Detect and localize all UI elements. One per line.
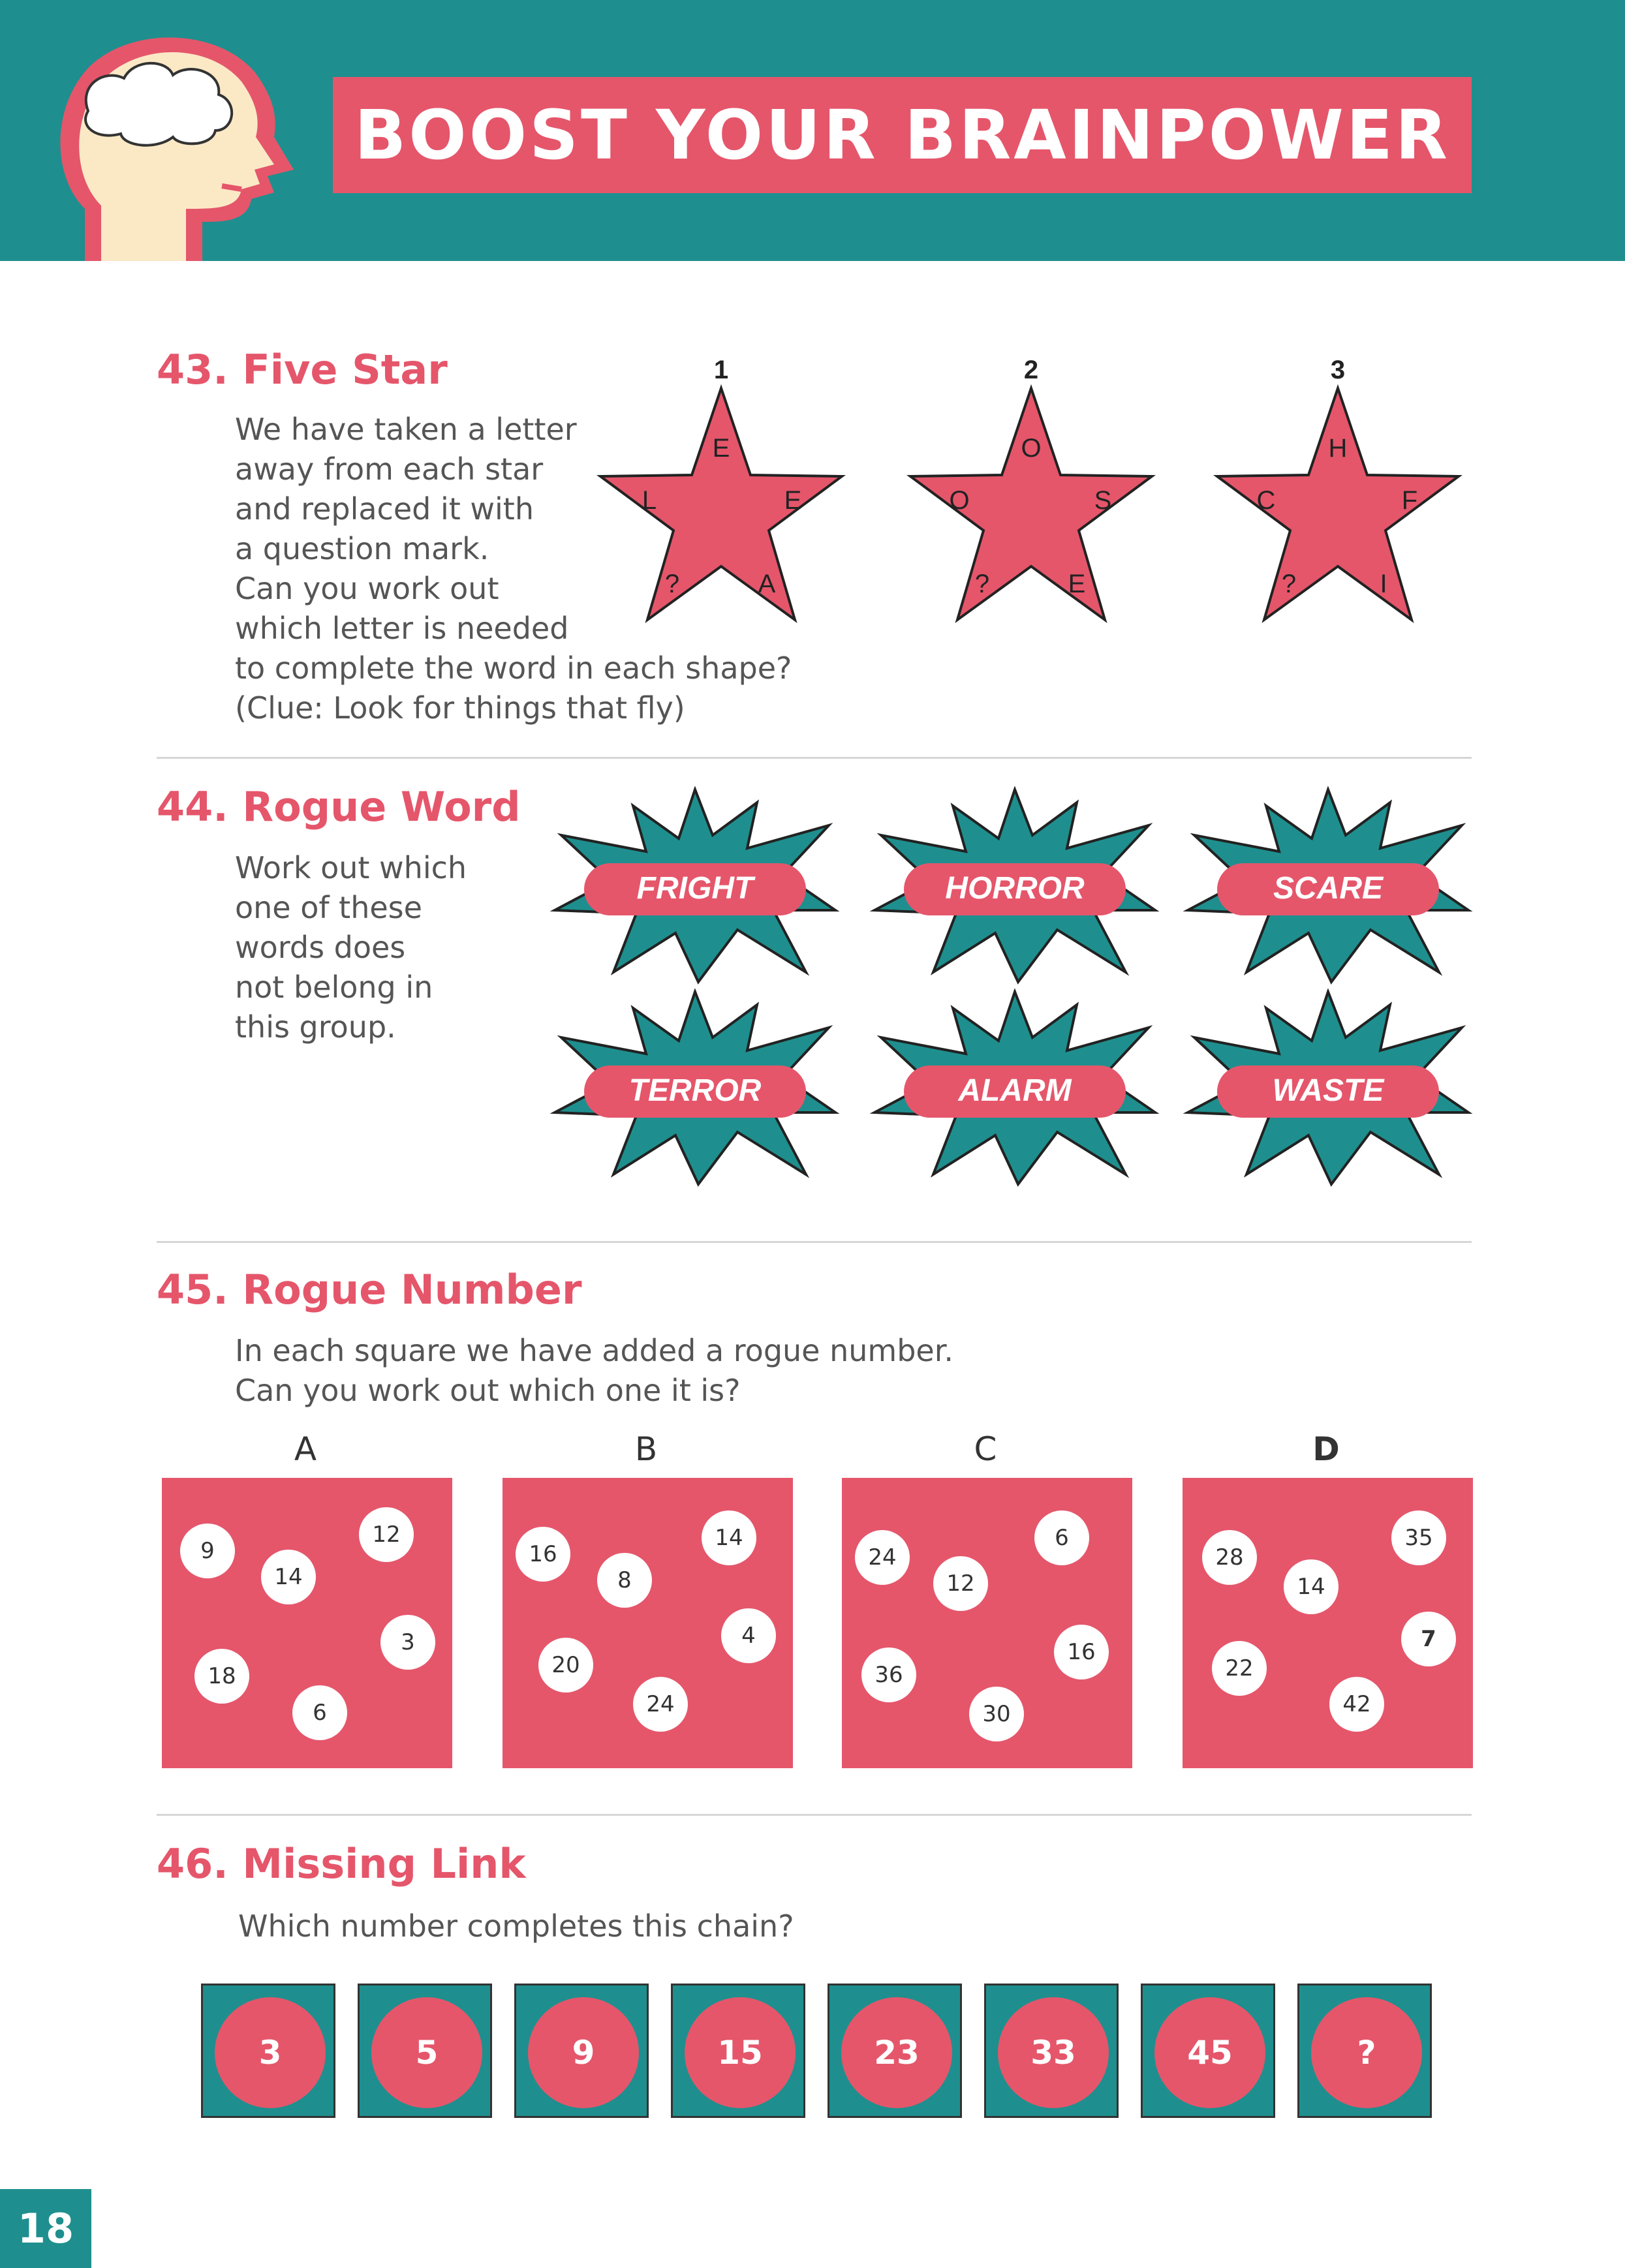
- star-2: [897, 346, 1171, 639]
- burst-waste: [1181, 988, 1475, 1191]
- divider: [157, 1241, 1472, 1243]
- chain-box: [984, 1984, 1119, 2118]
- star-letter: F: [1401, 486, 1418, 515]
- number-circle: 22: [1212, 1641, 1267, 1696]
- q44-heading: 44. Rogue Word: [157, 783, 521, 831]
- q43-heading: 43. Five Star: [157, 346, 448, 393]
- number-circle: 35: [1391, 1510, 1446, 1565]
- header-banner: [0, 0, 1625, 261]
- q43-line: away from each star: [235, 452, 544, 487]
- q44-line: not belong in: [235, 970, 433, 1005]
- q43-line: We have taken a letter: [235, 412, 577, 447]
- rogue-word: WASTE: [1272, 1073, 1384, 1108]
- star-3: [1204, 346, 1478, 639]
- q43-line: and replaced it with: [235, 491, 534, 527]
- chain-box: [514, 1984, 649, 2118]
- q43-line: which letter is needed: [235, 611, 569, 646]
- q44-text: [235, 848, 467, 1047]
- number-circle: 6: [1034, 1510, 1089, 1565]
- title-box: [333, 77, 1472, 193]
- number-square-a: [162, 1478, 452, 1768]
- number-circle: 14: [261, 1550, 316, 1604]
- star-letter: E: [712, 434, 730, 463]
- star-letter: I: [1380, 570, 1387, 598]
- q44-line: words does: [235, 930, 406, 965]
- divider: [157, 1814, 1472, 1816]
- q45-line: Can you work out which one it is?: [235, 1373, 741, 1408]
- star-letter: O: [1021, 434, 1042, 463]
- chain-box: [1141, 1984, 1275, 2118]
- number-circle: 42: [1329, 1677, 1384, 1732]
- star-letter: S: [1094, 486, 1112, 515]
- number-circle: 6: [292, 1685, 347, 1740]
- burst-scare: [1181, 786, 1475, 988]
- star-number: 3: [1330, 356, 1346, 384]
- chain-box: [1297, 1984, 1432, 2118]
- number-square-d: [1183, 1478, 1473, 1768]
- q44-line: this group.: [235, 1009, 396, 1045]
- divider: [157, 757, 1472, 759]
- star-letter: ?: [664, 570, 680, 598]
- rogue-word: TERROR: [628, 1073, 762, 1108]
- number-circle: 24: [855, 1530, 910, 1585]
- number-circle: 36: [861, 1647, 916, 1702]
- star-letter: L: [642, 486, 657, 515]
- q46-heading: 46. Missing Link: [157, 1840, 526, 1888]
- number-circle: 14: [702, 1510, 756, 1565]
- chain-number: ?: [1311, 1997, 1422, 2108]
- star-letter: A: [758, 570, 776, 598]
- number-circle: 8: [597, 1553, 652, 1608]
- page-number: 18: [0, 2189, 91, 2268]
- q45-line: In each square we have added a rogue number.: [235, 1333, 954, 1368]
- star-number: 2: [1023, 356, 1039, 384]
- chain-number: 3: [215, 1997, 326, 2108]
- number-circle: 16: [516, 1527, 570, 1582]
- rogue-word: HORROR: [945, 871, 1085, 906]
- number-square-b: [503, 1478, 793, 1768]
- number-circle: 14: [1284, 1559, 1339, 1614]
- q44-line: Work out which: [235, 850, 467, 885]
- number-square-c: [842, 1478, 1132, 1768]
- q45-text: [235, 1331, 953, 1411]
- rogue-word: SCARE: [1273, 871, 1384, 906]
- chain-number: 5: [371, 1997, 482, 2108]
- brain-head-icon: [26, 13, 300, 261]
- chain-number: 15: [685, 1997, 796, 2108]
- chain-box: [358, 1984, 492, 2118]
- number-circle: 9: [180, 1524, 235, 1578]
- star-letter: ?: [974, 570, 990, 598]
- rogue-word: FRIGHT: [636, 871, 754, 906]
- number-circle: 12: [933, 1556, 988, 1611]
- burst-alarm: [868, 988, 1162, 1191]
- chain-number: 45: [1154, 1997, 1265, 2108]
- star-letter: C: [1256, 486, 1276, 515]
- number-circle: 4: [721, 1608, 776, 1663]
- number-circle: 12: [359, 1507, 414, 1562]
- star-number: 1: [713, 356, 729, 384]
- square-label: C: [974, 1430, 997, 1468]
- number-circle: 16: [1054, 1625, 1109, 1679]
- chain-box: [671, 1984, 805, 2118]
- star-letter: H: [1328, 434, 1348, 463]
- square-label: B: [634, 1430, 658, 1468]
- chain-number: 23: [841, 1997, 952, 2108]
- number-circle: 3: [380, 1615, 435, 1670]
- number-circle: 7: [1401, 1612, 1456, 1666]
- q43-line: Can you work out: [235, 571, 499, 606]
- star-letter: ?: [1281, 570, 1297, 598]
- q44-line: one of these: [235, 890, 422, 925]
- square-label: A: [294, 1430, 317, 1468]
- star-1: [587, 346, 861, 639]
- q43-line: to complete the word in each shape?: [235, 651, 792, 686]
- page-title: BOOST YOUR BRAINPOWER: [354, 95, 1450, 175]
- number-circle: 20: [538, 1638, 593, 1693]
- burst-horror: [868, 786, 1162, 988]
- chain-number: 33: [998, 1997, 1109, 2108]
- q43-line: a question mark.: [235, 531, 489, 566]
- rogue-word: ALARM: [958, 1073, 1072, 1108]
- star-letter: E: [1068, 570, 1086, 598]
- chain-number: 9: [528, 1997, 639, 2108]
- q43-line: (Clue: Look for things that fly): [235, 690, 685, 726]
- square-label: D: [1312, 1430, 1340, 1468]
- chain-box: [201, 1984, 335, 2118]
- burst-fright: [548, 786, 842, 988]
- number-circle: 28: [1202, 1530, 1257, 1585]
- number-circle: 30: [969, 1687, 1024, 1741]
- q45-heading: 45. Rogue Number: [157, 1266, 582, 1313]
- number-circle: 18: [194, 1649, 249, 1704]
- chain-box: [828, 1984, 962, 2118]
- q46-text: Which number completes this chain?: [238, 1908, 794, 1944]
- burst-terror: [548, 988, 842, 1191]
- star-letter: O: [949, 486, 970, 515]
- number-circle: 24: [633, 1677, 688, 1732]
- star-letter: E: [784, 486, 802, 515]
